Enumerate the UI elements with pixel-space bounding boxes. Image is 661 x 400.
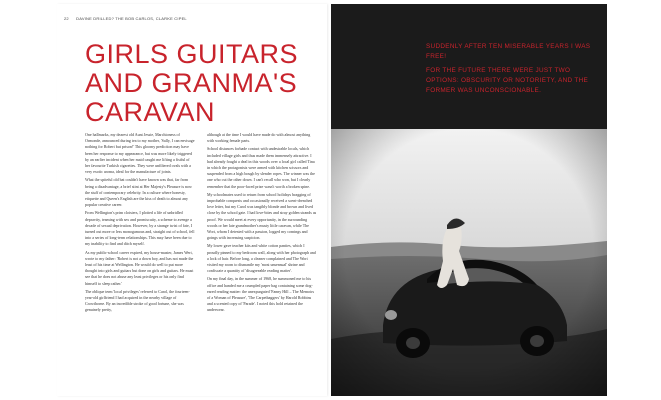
body-paragraph: School distances forbade contact with undesirable locals, which included village girls and thus made them immensely attractive. I had already fought a deal in this woods over a local girl called Tina in which the protagonists were armed with kitchen scissors and suspended from a high bough by slender ropes. The winner was the one who cut the other down. I can't recall who won, but I clearly remember that the poor-faced prize wasn't worth a broken spine. xyxy=(207,146,315,189)
body-column-2 xyxy=(207,132,317,316)
article-headline xyxy=(85,40,321,127)
body-paragraph: My lower gave teacher kits and white cotton panties, which I proudly pinned to my bedroom wall, along with her photograph and a lock of hair. Before long, a cleaner complained and The Wort visited my room to dismantle my 'most unsensual' shrine and confiscate a quantity of 'disagreeable reading matter'. xyxy=(207,243,316,274)
body-columns xyxy=(85,132,317,316)
photo-car-in-field xyxy=(331,129,607,396)
running-head xyxy=(64,16,187,21)
body-paragraph: One hallmarks, my dearest old Aunt Jessie, Marchioness of Ormonde, announced during tea to my mother, 'Sally, I can envisage nothing for Robert but prison!' This gloomy prediction may have been her response to my appearance, but was more likely triggered by an earlier incident when her maid caught me lifting a fistful of her favourite Turkish cigarettes. They were unfiltered ovals with a very exotic aroma, ideal for the manufacture of joints. xyxy=(85,132,195,175)
body-paragraph: My schoolmates used to return from school holidays bragging of improbable conquests and occasionally received a scent-drenched love letter, but my Carol was tangibly blonde and brown and lived close by the school gate. I had love-bites and stray golden strands as proof. We would meet at every opportunity, in the surrounding woods or her late grandmother's musty little caravan, while The Wort, whom I detested with a passion, logged my comings and goings with increasing suspicion. xyxy=(207,191,317,241)
body-paragraph: From Wellington's prim cloisters, I plotted a life of unbridled depravity, teaming with sex and promiscuity, a scheme to avenge a decade of sexual deprivation. However, by a strange twist of fate, I turned out more or less monogamous and, straight out of school, fell into a series of long-term relationships. This may have been due to my inability to find and ditch myself. xyxy=(85,210,195,247)
body-paragraph: On my final day, in the summer of 1968, he summoned me to his office and handed me a crumpled paper bag containing some dog-eared reading matter: the unexpurgated 'Fanny Hill – The Memoirs of a Woman of Pleasure', 'The Carpetbaggers' by Harold Robbins and a scented copy of 'Parade'. I noted this hold retained the underwear. xyxy=(207,276,315,313)
left-page xyxy=(57,4,327,396)
page-number: 22 xyxy=(64,16,69,21)
pull-quote-line-2: FOR THE FUTURE THERE WERE JUST TWO OPTIONS: OBSCURITY OR NOTORIETY, AND THE FORMER WAS UNCONSCIONABLE. xyxy=(426,67,589,94)
photo-illustration xyxy=(331,129,607,396)
headline-line-1: GIRLS GUITARS xyxy=(85,39,299,69)
right-page xyxy=(331,4,607,396)
headline-line-2: AND GRANMA'S xyxy=(85,68,298,98)
headline-line-3: CARAVAN xyxy=(85,97,216,127)
photo-vignette xyxy=(331,129,607,396)
body-paragraph: As my public-school career expired, my house-master, James Wert, wrote to my father: 'Robert is not a down boy, and has not made the least of his time at Wellington. He would do well to put more thought into girls and guitars but done on girls and guitars. He must see that he does not abuse any least privileges or his only find himself to sleep rather.' xyxy=(85,249,194,286)
pull-quote-line-1: SUDDENLY AFTER TEN MISERABLE YEARS I WAS FREE! xyxy=(426,43,591,60)
running-head-title: DAVINE DRILLED? THE BOB CARLOS, CLARKE CIPEL xyxy=(76,16,187,21)
body-paragraph: although at the time I would have made do with almost anything with working female parts. xyxy=(207,132,311,144)
body-paragraph: What the spiteful old bat couldn't have known was that, far from being a disadvantage, a brief stint at Her Majesty's Pleasure is now the stuff of contemporary celebrity. In a culture where honesty, etiquette and Queen's English are the kiss of death to almost any popular creative career. xyxy=(85,177,192,208)
pull-quote xyxy=(426,42,596,100)
body-column-1 xyxy=(85,132,195,316)
body-paragraph: The oblique term 'local privileges' referred to Carol, the fourteen-year-old girlfriend I had acquired in the nearby village of Crowthorne. By an incredible stroke of good fortune, she was genuinely pretty, xyxy=(85,288,190,313)
